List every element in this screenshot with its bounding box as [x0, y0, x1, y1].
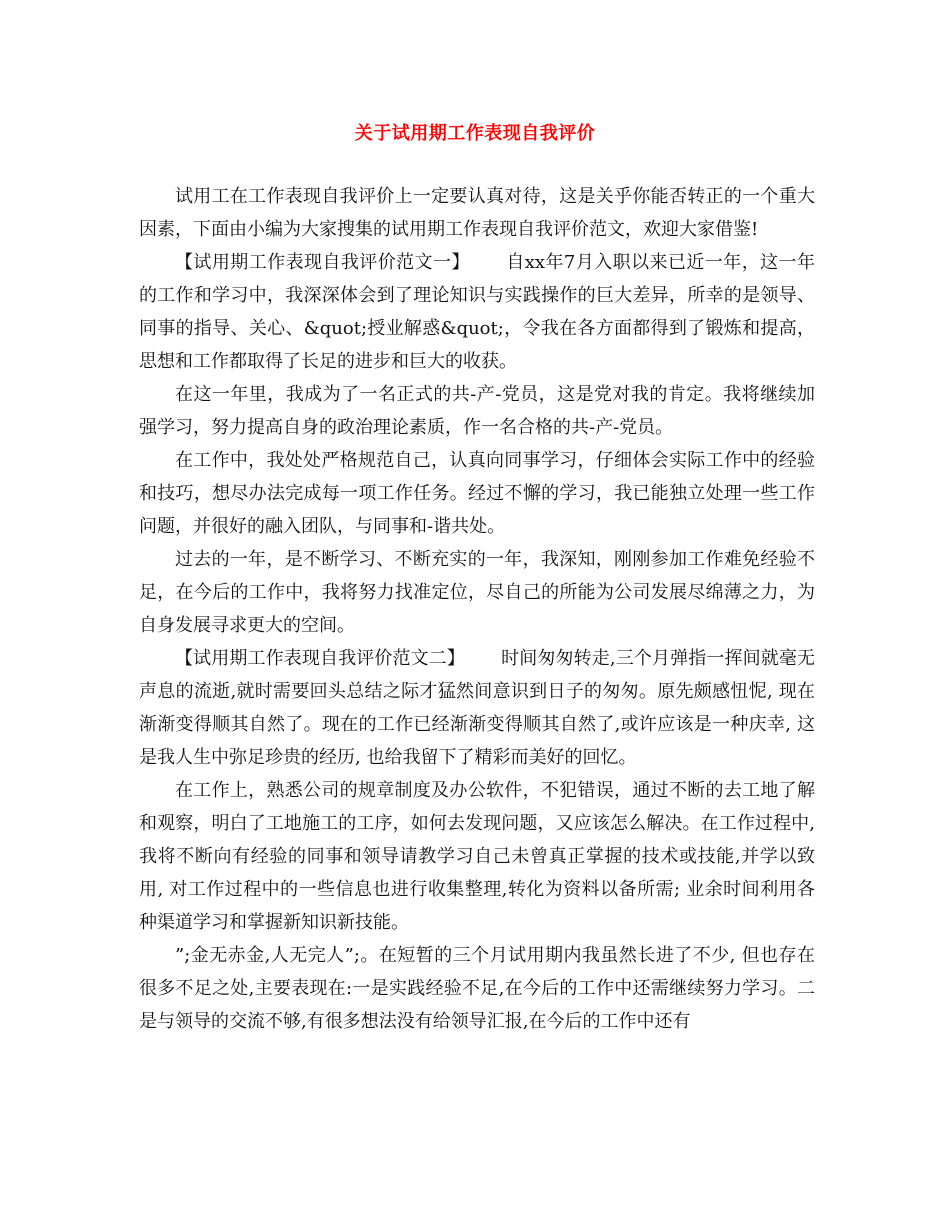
paragraph-work-standards	[139, 444, 815, 543]
paragraph-party-member	[139, 378, 815, 444]
paragraph-work-details	[139, 774, 815, 939]
paragraph-text: ”;金无赤金,人无完人”;。在短暂的三个月试用期内我虽然长进了不少, 但也存在很多不足之处,主要表现在:一是实践经验不足,在今后的工作中还需继续努力学习。二是与领导的交流不够,有很多想法没有给领导汇报,在今后的工作中还有	[139, 945, 815, 1032]
paragraph-text: 试用工在工作表现自我评价上一定要认真对待，这是关乎你能否转正的一个重大因素，下面由小编为大家搜集的试用期工作表现自我评价范文，欢迎大家借鉴!	[139, 186, 815, 240]
paragraph-intro	[139, 180, 815, 246]
paragraph-shortcomings	[139, 939, 815, 1038]
paragraph-sample-two	[139, 642, 815, 774]
document-body	[139, 180, 815, 1038]
paragraph-text: 过去的一年，是不断学习、不断充实的一年，我深知，刚刚参加工作难免经验不足，在今后的工作中，我将努力找准定位，尽自己的所能为公司发展尽绵薄之力，为自身发展寻求更大的空间。	[139, 549, 815, 636]
paragraph-sample-one	[139, 246, 815, 378]
paragraph-text: 在这一年里，我成为了一名正式的共-产-党员，这是党对我的肯定。我将继续加强学习，努力提高自身的政治理论素质，作一名合格的共-产-党员。	[139, 384, 815, 438]
paragraph-text: 在工作上，熟悉公司的规章制度及办公软件，不犯错误，通过不断的去工地了解和观察，明白了工地施工的工序，如何去发现问题，又应该怎么解决。在工作过程中,我将不断向有经验的同事和领导请教学习自己未曾真正掌握的技术或技能,并学以致用, 对工作过程中的一些信息也进行收集整理,转化为资料以备所需; 业余时间利用各种渠道学习和掌握新知识新技能。	[139, 780, 815, 933]
paragraph-text: 自xx年7月入职以来已近一年，这一年的工作和学习中，我深深体会到了理论知识与实践操作的巨大差异，所幸的是领导、同事的指导、关心、&quot;授业解惑&quot;，令我在各方面都得到了锻炼和提高，思想和工作都取得了长足的进步和巨大的收获。	[139, 252, 815, 372]
paragraph-past-year	[139, 543, 815, 642]
section-heading-sample-one: 【试用期工作表现自我评价范文一】	[175, 252, 470, 273]
section-heading-sample-two: 【试用期工作表现自我评价范文二】	[175, 648, 466, 669]
paragraph-text: 时间匆匆转走,三个月弹指一挥间就毫无声息的流逝,就时需要回头总结之际才猛然间意识到日子的匆匆。原先颇感忸怩, 现在渐渐变得顺其自然了。现在的工作已经渐渐变得顺其自然了,或许应该是一种庆幸, 这是我人生中弥足珍贵的经历, 也给我留下了精彩而美好的回忆。	[139, 648, 815, 768]
paragraph-text: 在工作中，我处处严格规范自己，认真向同事学习，仔细体会实际工作中的经验和技巧，想尽办法完成每一项工作任务。经过不懈的学习，我已能独立处理一些工作问题，并很好的融入团队，与同事和-谐共处。	[139, 450, 815, 537]
document-title: 关于试用期工作表现自我评价	[354, 123, 596, 144]
